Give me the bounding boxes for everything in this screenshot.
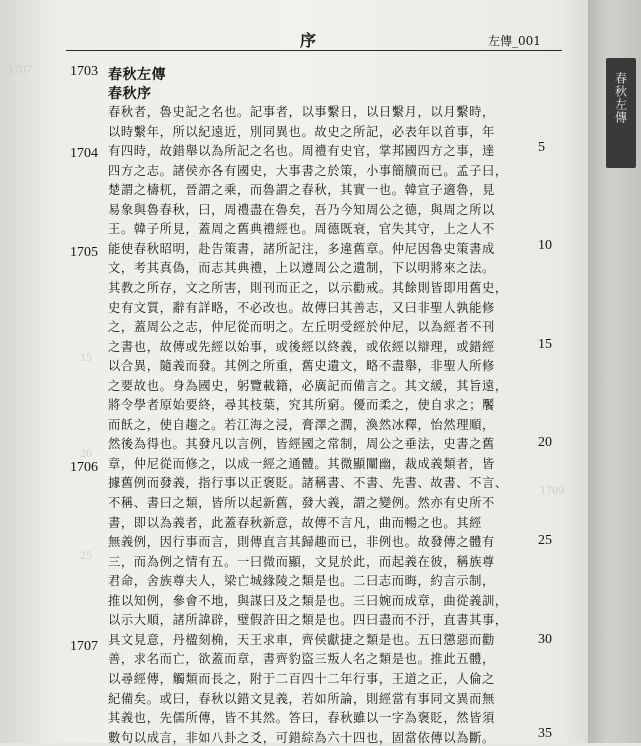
text-line: 楚謂之檮杌，晉謂之乘，而魯謂之春秋，其實一也。韓宣子適魯，見	[108, 183, 495, 198]
header-rule	[66, 50, 562, 51]
running-header-title: 序	[300, 31, 317, 50]
text-line: 易象與魯春秋，曰，周禮盡在魯矣，吾乃今知周公之德，與周之所以	[108, 202, 495, 217]
text-line: 其義也，先儒所傳，皆不其然。答曰，春秋雖以一字為褒貶，然皆須	[108, 711, 495, 726]
show-through-mark: 20	[80, 446, 92, 460]
text-line: 君命，舍族尊夫人，梁亡城緣陵之類是也。二曰志而晦，約言示制，	[108, 574, 495, 589]
show-through-mark: 25	[80, 548, 92, 562]
text-line: 推以知例，參會不地，與謀曰及之類是也。三曰婉而成章，曲從義訓，	[108, 593, 508, 608]
line-number: 10	[538, 238, 552, 253]
text-line: 其教之所存，文之所害，則刊而正之，以示勸戒。其餘則皆即用舊史，	[108, 280, 508, 295]
show-through-mark: 1709	[540, 483, 564, 497]
text-line: 具文見意，丹楹刻桷，天王求車，齊侯獻捷之類是也。五曰懲惡而勸	[108, 632, 495, 647]
entry-number: 1705	[70, 245, 98, 260]
line-number: 20	[538, 435, 552, 450]
text-line: 之，蓋周公之志，仲尼從而明之。左丘明受經於仲尼，以為經者不刊	[108, 320, 495, 335]
text-line: 數句以成言，非如八卦之爻，可錯綜為六十四也，固當依傳以為斷。	[108, 730, 495, 745]
line-number: 30	[538, 632, 552, 647]
text-line: 而飫之，使自趨之。若江海之浸，膏澤之潤，渙然冰釋，怡然理順，	[108, 417, 495, 432]
show-through-mark: 1707	[8, 62, 32, 76]
text-line: 將令學者原始要終，尋其枝葉，究其所窮。優而柔之，使自求之；饜	[108, 398, 495, 413]
text-line: 能使春秋昭明，赴告策書，諸所記注，多違舊章。仲尼因魯史策書成	[108, 241, 495, 256]
thumb-tab-label: 春秋左傳	[613, 72, 628, 124]
text-line: 以合異，隨義而發。其例之所重，舊史遺文，略不盡舉，非聖人所修	[108, 359, 495, 374]
text-line: 春秋者，魯史記之名也。記事者，以事繫日，以日繫月，以月繫時，	[108, 105, 495, 119]
text-line: 不稱、書曰之類，皆所以起新舊，發大義，謂之變例。然亦有史所不	[108, 496, 495, 510]
show-through-mark: 15	[80, 350, 92, 364]
text-line: 章，仲尼從而修之，以成一經之通體。其微顯闡幽，裁成義類者，皆	[108, 456, 495, 471]
text-line: 無義例，因行事而言，則傳直言其歸趣而已，非例也。故發傳之體有	[108, 535, 495, 550]
line-number: 15	[538, 337, 552, 352]
line-number: 5	[538, 140, 545, 155]
text-line: 史有文質，辭有詳略，不必改也。故傳曰其善志，又曰非聖人孰能修	[108, 300, 495, 315]
text-line: 據舊例而發義，指行事以正褒貶。諸稱書、不書、先書、故書、不言、	[108, 476, 508, 491]
text-line: 之要故也。身為國史，躬覽載籍，必廣記而備言之。其文緩，其旨遠，	[108, 378, 508, 393]
text-line: 之書也，故傳或先經以始事，或後經以終義，或依經以辯理，或錯經	[108, 339, 495, 354]
thumb-index-tab	[606, 58, 636, 168]
book-title: 春秋左傳	[108, 67, 166, 83]
entry-number: 1703	[70, 64, 98, 79]
text-line: 王。韓子所見，蓋周之舊典禮經也。周德既衰，官失其守，上之人不	[108, 222, 495, 237]
text-line: 以示大順，諸所諱辟，璧假許田之類是也。四曰盡而不汙，直書其事，	[108, 613, 508, 628]
text-line: 書，即以為義者，此蓋春秋新意，故傳不言凡，曲而暢之也。其經	[108, 515, 483, 530]
text-line: 文，考其真偽，而志其典禮，上以遵周公之遺制，下以明將來之法。	[108, 261, 495, 276]
text-line: 然後為得也。其發凡以言例，皆經國之常制，周公之垂法，史書之舊	[108, 437, 495, 452]
running-header-page: 左傳_001	[488, 34, 541, 48]
text-line: 四方之志。諸侯亦各有國史，大事書之於策，小事簡牘而已。孟子曰，	[108, 163, 508, 178]
text-line: 有四時，故錯舉以為所記之名也。周禮有史官，掌邦國四方之事，達	[108, 144, 495, 159]
preface-title: 春秋序	[108, 86, 152, 102]
text-line: 以尋經傳，觸類而長之，附于二百四十二年行事，王道之正，人倫之	[108, 671, 495, 686]
text-line: 善，求名而亡，欲蓋而章，書齊豹盜三叛人名之類是也。推此五體，	[108, 652, 495, 667]
entry-number: 1704	[70, 146, 98, 161]
entry-number: 1706	[70, 460, 98, 475]
line-number: 35	[538, 726, 552, 741]
line-number: 25	[538, 533, 552, 548]
entry-number: 1707	[70, 639, 98, 654]
text-line: 三，而為例之情有五。一曰微而顯，文見於此，而起義在彼，稱族尊	[108, 554, 495, 569]
text-line: 以時繫年，所以紀遠近，別同異也。故史之所記，必表年以首事，年	[108, 124, 495, 139]
text-line: 紀備矣。或曰，春秋以錯文見義，若如所論，則經當有事同文異而無	[108, 691, 495, 706]
